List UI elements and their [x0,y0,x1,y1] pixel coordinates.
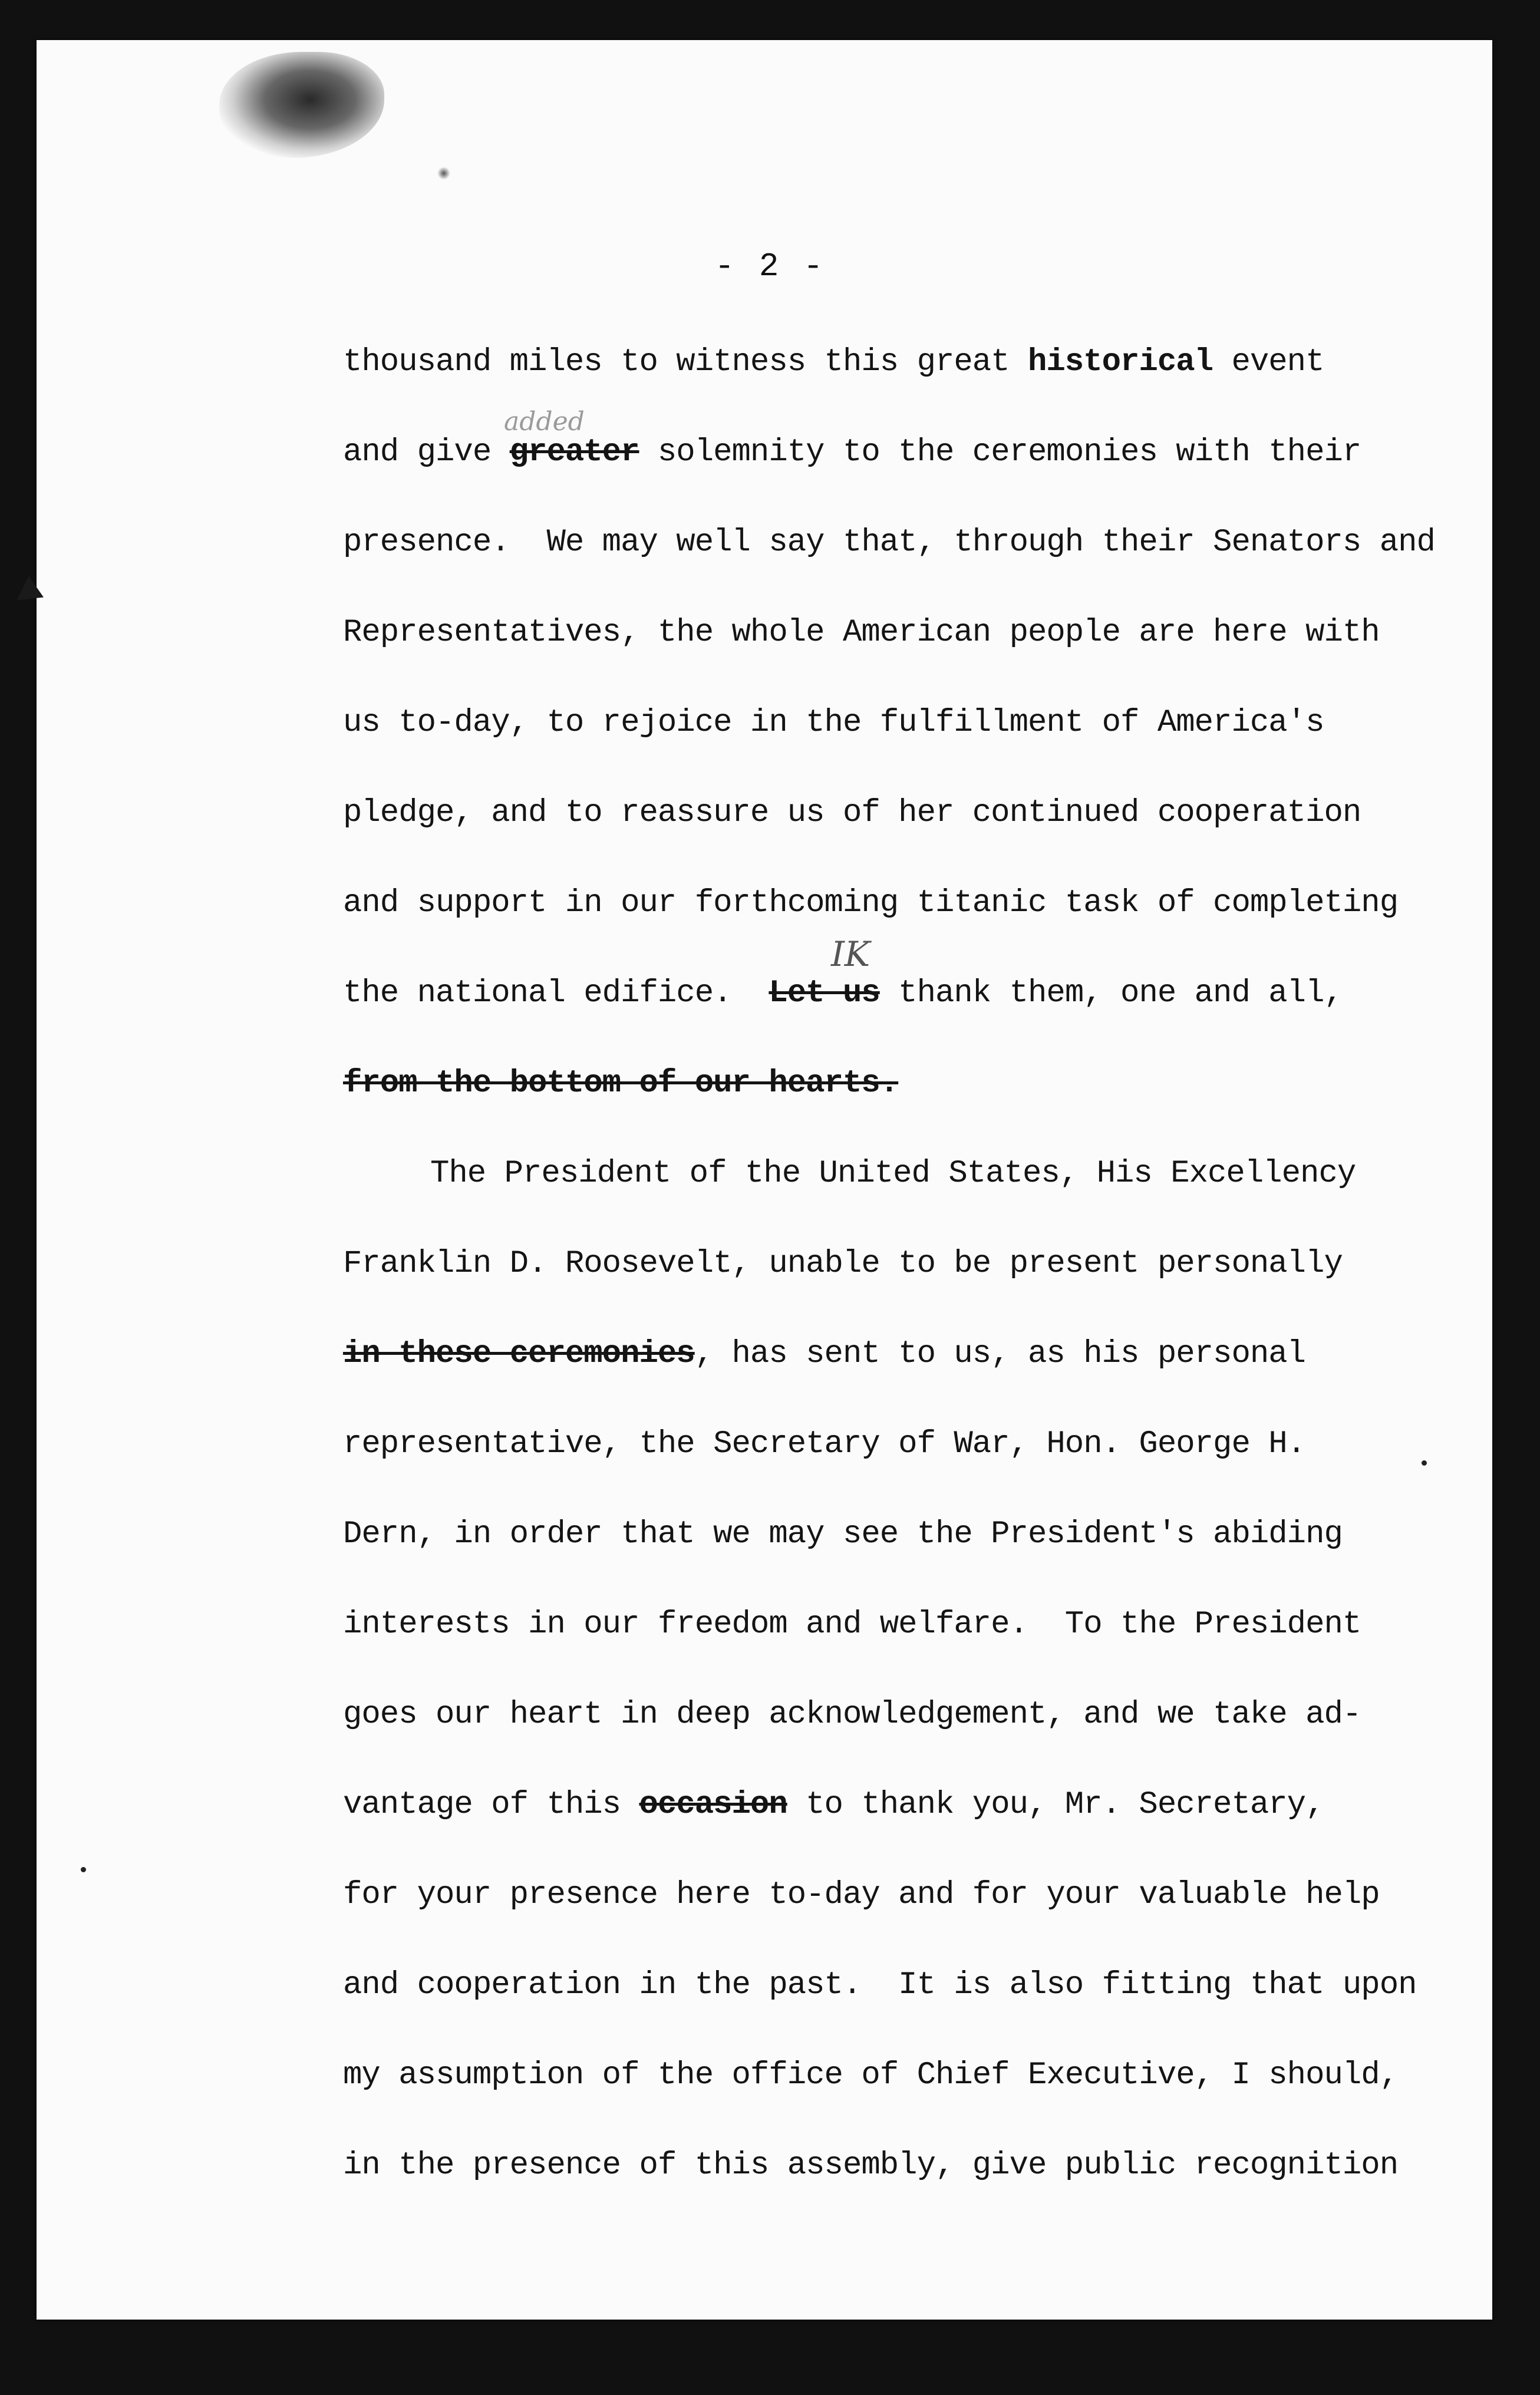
text-line: for your presence here to-day and for your valuable help [343,1877,1380,1913]
page-number: - 2 - [714,248,826,285]
paragraph-start-line: The President of the United States, His Excellency [430,1156,1356,1192]
ink-stain [219,52,384,158]
struck-phrase: in these ceremonies [343,1336,695,1372]
text-line: and cooperation in the past. It is also fitting that upon [343,1967,1417,2003]
handwritten-insert-added: added [504,407,585,437]
text-line: vantage of this occasion to thank you, Mr. Secretary, [343,1787,1324,1823]
struck-word: Let us [769,975,880,1011]
text-line: and give greater solemnity to the ceremonies with their [343,434,1361,470]
text-line: Representatives, the whole American people are here with [343,615,1380,651]
text-line: Dern, in order that we may see the President's abiding [343,1516,1343,1552]
text-line: in the presence of this assembly, give public recognition [343,2147,1399,2183]
struck-word: occasion [639,1787,787,1823]
text-line: presence. We may well say that, through their Senators and [343,524,1435,560]
text-line: and support in our forthcoming titanic task of completing [343,885,1399,921]
text-line: us to-day, to rejoice in the fulfillment of America's [343,705,1324,741]
text-line: in these ceremonies, has sent to us, as his personal [343,1336,1306,1372]
text-line: pledge, and to reassure us of her continued cooperation [343,795,1361,831]
text-line: Franklin D. Roosevelt, unable to be present personally [343,1246,1343,1282]
paper-speck [81,1867,86,1872]
struck-word: greater [509,434,639,470]
handwritten-initials: IK [831,934,870,974]
text-line: the national edifice. Let us thank them, one and all, [343,975,1343,1011]
text-line: thousand miles to witness this great historical event [343,344,1324,380]
paper-speck [437,167,450,180]
text-line: representative, the Secretary of War, Hon. George H. [343,1426,1306,1462]
body-text [343,336,1433,2229]
struck-line: from the bottom of our hearts. [343,1065,899,1101]
text-line: interests in our freedom and welfare. To the President [343,1606,1361,1642]
text-line: goes our heart in deep acknowledgement, and we take ad- [343,1697,1361,1733]
text-line: my assumption of the office of Chief Executive, I should, [343,2057,1399,2093]
